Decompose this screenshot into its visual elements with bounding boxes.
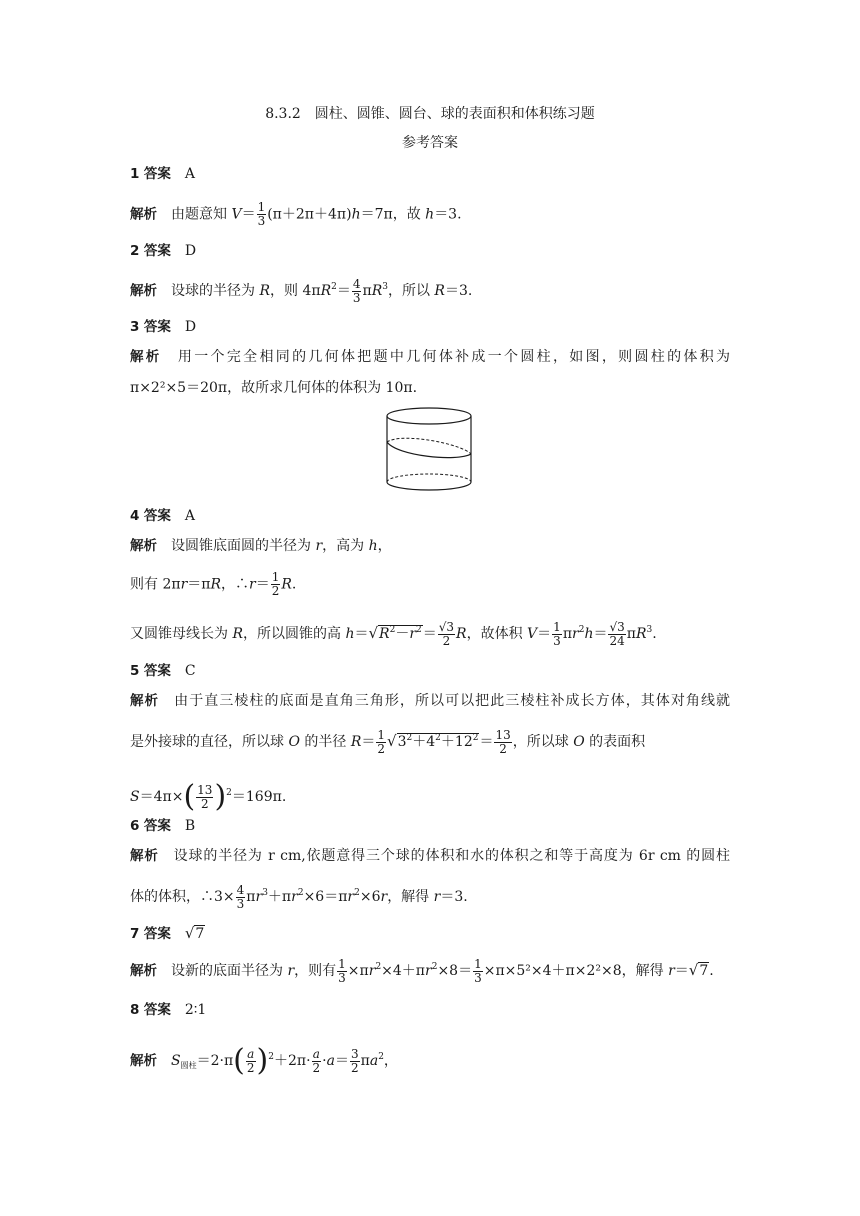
analysis-line-8: 解析 $S_{圆柱}=2\cdot\pi$( $\frac{a}{2}$ )$^2$＋2π· $\frac{a}{2}$ ·a＝ $\frac{3}{2}$ $\pi a^2$，	[130, 1043, 398, 1078]
analysis-line-6b: 体的体积，∴3× $\frac{4}{3}$ $\pi r^3+\pi r^2\times 6=\pi r^2\times 6r$，解得 r＝3.	[130, 882, 468, 911]
analysis-line-4b: 则有 2πr＝πR，∴r＝ $\frac{1}{2}$ R.	[130, 570, 297, 598]
analysis-line-1: 解析 由题意知 V＝ $\frac{1}{3}$ (π＋2π＋4π)h＝7π，故 h＝3.	[130, 200, 462, 228]
analysis-line-5a: 解析 由于直三棱柱的底面是直角三角形，所以可以把此三棱柱补成长方体，其体对角线就	[130, 693, 731, 709]
page-subtitle: 参考答案	[402, 135, 458, 151]
analysis-line-5b: 是外接球的直径，所以球 O 的半径 R＝ $\frac{1}{2}$ $√3^2+4^2+12^2=$ $\frac{13}{2}$ ，所以球 O 的表面积	[130, 727, 646, 756]
analysis-line-2: 解析 设球的半径为 R，则 $4\pi R^2=$ $\frac{4}{3}$ $\pi R^3$，所以 R＝3.	[130, 276, 473, 305]
answer-line-7: 7 答案 √7	[130, 924, 205, 942]
analysis-line-3b: π×2²×5＝20π，故所求几何体的体积为 10π.	[130, 380, 418, 396]
analysis-line-3a: 解析 用一个完全相同的几何体把题中几何体补成一个圆柱，如图，则圆柱的体积为	[130, 349, 731, 365]
answer-line-1: 1 答案 A	[130, 166, 195, 182]
analysis-line-6a: 解析 设球的半径为 r cm,依题意得三个球的体积和水的体积之和等于高度为 6r cm 的圆柱	[130, 848, 730, 864]
analysis-line-4a: 解析 设圆锥底面圆的半径为 r，高为 h，	[130, 538, 392, 554]
answer-line-4: 4 答案 A	[130, 508, 195, 524]
analysis-line-7: 解析 设新的底面半径为 r，则有 $\frac{1}{3}$ $\times\pi r^2\times 4+\pi r^2\times 8=$ $\frac{1}{3}$ ×π×5²×4＋π×2²×8，解得 r＝√7.	[130, 956, 714, 985]
analysis-line-4c: 又圆锥母线长为 R，所以圆锥的高 $h=√R^2-r^2=$ $\frac{√3}{2}$ R，故体积 V＝ $\frac{1}{3}$ $\pi r^2h=$ $\frac{√3}{24}$ $\pi R^3$.	[130, 619, 657, 648]
answer-line-8: 8 答案 2∶1	[130, 1002, 207, 1018]
page-title: 8.3.2 圆柱、圆锥、圆台、球的表面积和体积练习题	[265, 106, 595, 122]
answer-line-3: 3 答案 D	[130, 319, 197, 335]
cylinder-figure	[382, 404, 478, 496]
analysis-line-5c: S＝4π×( $\frac{13}{2}$ )$^2$＝169π.	[130, 779, 287, 814]
answer-line-2: 2 答案 D	[130, 243, 197, 259]
answer-line-5: 5 答案 C	[130, 663, 196, 679]
answer-line-6: 6 答案 B	[130, 818, 196, 834]
